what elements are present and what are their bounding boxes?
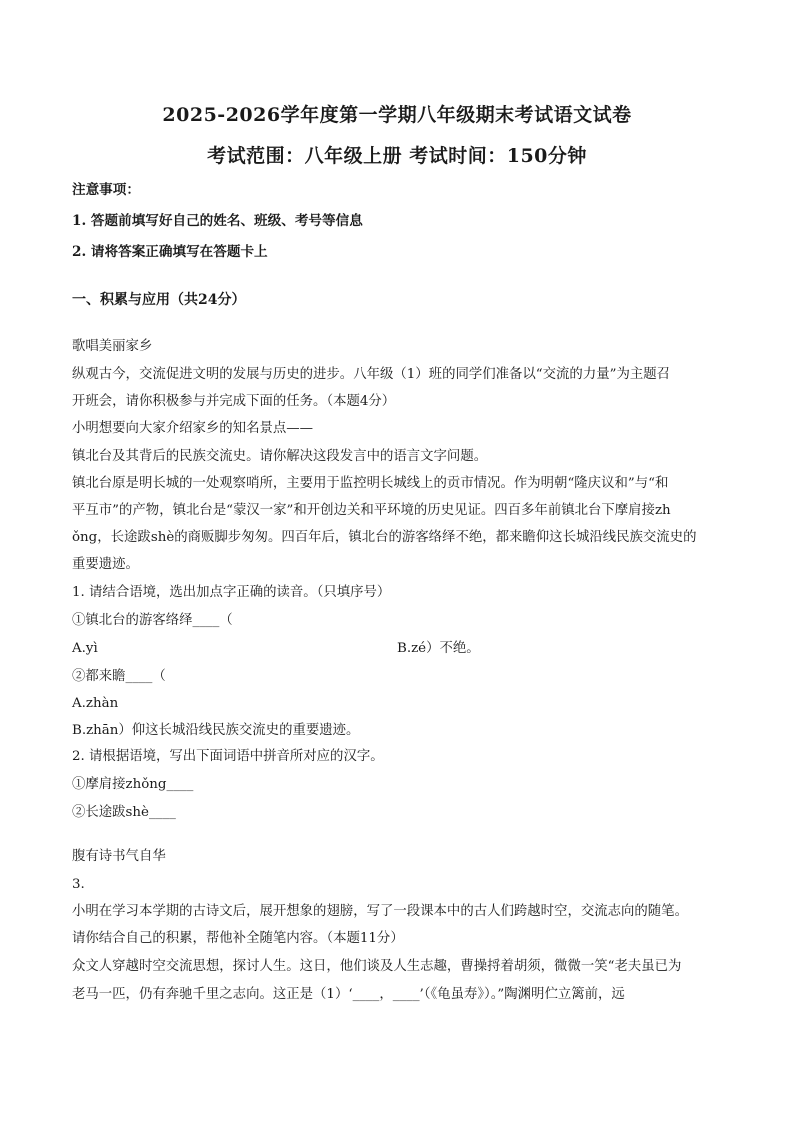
question-sub: ①镇北台的游客络绎____（ [72,613,233,628]
question-text: 请你结合自己的积累，帮他补全随笔内容。（本题11分） [72,931,404,946]
option-b: B.zhān）仰这长城沿线民族交流史的重要遗迹。 [72,723,360,738]
question-sub: ②长途跋shè____ [72,805,176,820]
question-prompt: 2. 请根据语境，写出下面词语中拼音所对应的汉字。 [72,749,384,764]
exam-title: 2025-2026学年度第一学期八年级期末考试语文试卷 [162,104,632,126]
exam-subtitle: 考试范围：八年级上册 考试时间：150分钟 [207,145,587,167]
passage-line: 镇北台原是明长城的一处观察哨所，主要用于监控明长城线上的贡市情况。作为明朝“隆庆议和”与“和 [72,476,669,491]
notice-item: 1. 答题前填写好自己的姓名、班级、考号等信息 [72,213,363,229]
passage-line: 重要遗迹。 [72,557,139,572]
topic-heading: 歌唱美丽家乡 [72,339,153,354]
passage-line: ǒng，长途跋shè的商贩脚步匆匆。四百年后，镇北台的游客络绎不绝，都来瞻仰这长城沿线民族交流史的 [72,530,697,545]
intro-line: 小明想要向大家介绍家乡的知名景点—— [72,421,314,436]
question-sub: ②都来瞻____（ [72,669,166,684]
notice-item: 2. 请将答案正确填写在答题卡上 [72,244,268,260]
question-number: 3. [72,877,85,892]
option-a: A.zhàn [72,696,119,711]
question-prompt: 1. 请结合语境，选出加点字正确的读音。（只填序号） [72,585,391,600]
intro-line: 镇北台及其背后的民族交流史。请你解决这段发言中的语言文字问题。 [72,449,488,464]
option-a: A.yì [72,641,98,656]
notice-heading: 注意事项： [72,182,140,198]
intro-line: 纵观古今，交流促进文明的发展与历史的进步。八年级（1）班的同学们准备以“交流的力量”为主题召 [72,367,671,382]
question-text: 众文人穿越时空交流思想，探讨人生。这日，他们谈及人生志趣，曹操捋着胡须，微微一笑“老夫虽已为 [72,959,682,974]
topic-heading: 腹有诗书气自华 [72,849,166,864]
intro-line: 开班会，请你积极参与并完成下面的任务。（本题4分） [72,394,396,409]
option-b: B.zé）不绝。 [397,641,480,656]
question-text: 老马一匹，仍有奔驰千里之志向。这正是（1）‘____，____’（《龟虽寿》）。”陶渊明伫立篱前，远 [72,987,625,1002]
question-sub: ①摩肩接zhǒng____ [72,777,194,792]
question-text: 小明在学习本学期的古诗文后，展开想象的翅膀，写了一段课本中的古人们跨越时空，交流志向的随笔。 [72,904,688,919]
passage-line: 平互市”的产物，镇北台是“蒙汉一家”和开创边关和平环境的历史见证。四百多年前镇北台下摩肩接zh [72,503,671,518]
section-heading: 一、积累与应用（共24分） [72,292,246,308]
